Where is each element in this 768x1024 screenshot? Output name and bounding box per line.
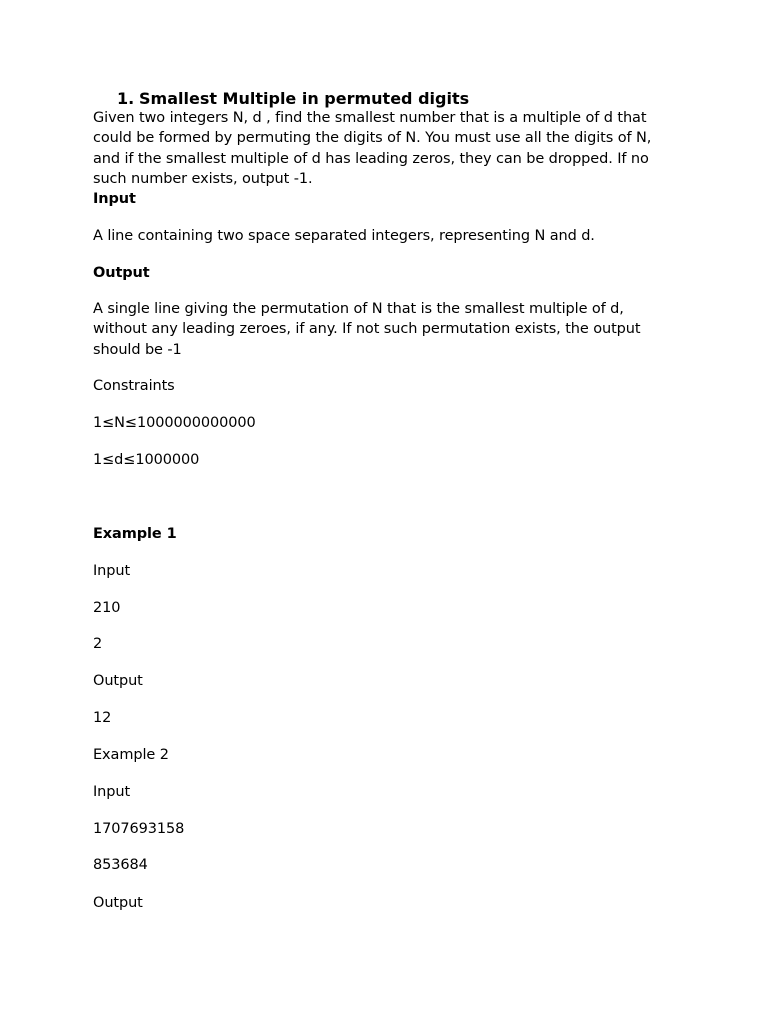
output-section-title: Output (93, 265, 150, 281)
output-line-3: should be -1 (93, 342, 182, 358)
constraint-d: 1≤d≤1000000 (93, 452, 200, 468)
example2-input-n: 1707693158 (93, 821, 185, 837)
problem-heading (117, 88, 469, 110)
intro-line-4: such number exists, output -1. (93, 171, 313, 187)
constraints-title: Constraints (93, 378, 175, 394)
example2-input-d: 853684 (93, 857, 148, 873)
intro-line-1: Given two integers N, d , find the smallest number that is a multiple of d that (93, 110, 647, 126)
intro-line-3: and if the smallest multiple of d has leading zeros, they can be dropped. If no (93, 151, 649, 167)
example1-input-d: 2 (93, 636, 103, 652)
input-section-text: A line containing two space separated integers, representing N and d. (93, 228, 595, 244)
constraint-n: 1≤N≤1000000000000 (93, 415, 256, 431)
output-line-2: without any leading zeroes, if any. If not such permutation exists, the output (93, 321, 641, 337)
output-line-1: A single line giving the permutation of N that is the smallest multiple of d, (93, 301, 624, 317)
example1-title: Example 1 (93, 526, 177, 542)
example2-output-label: Output (93, 895, 143, 911)
input-section-title: Input (93, 191, 136, 207)
example1-output-label: Output (93, 673, 143, 689)
example2-title: Example 2 (93, 747, 169, 763)
example2-input-label: Input (93, 784, 131, 800)
heading-title: Smallest Multiple in permuted digits (139, 89, 470, 108)
example1-input-n: 210 (93, 600, 121, 616)
heading-number: 1. (117, 89, 135, 108)
example1-input-label: Input (93, 563, 131, 579)
example1-output-value: 12 (93, 710, 112, 726)
intro-line-2: could be formed by permuting the digits of N. You must use all the digits of N, (93, 130, 652, 146)
